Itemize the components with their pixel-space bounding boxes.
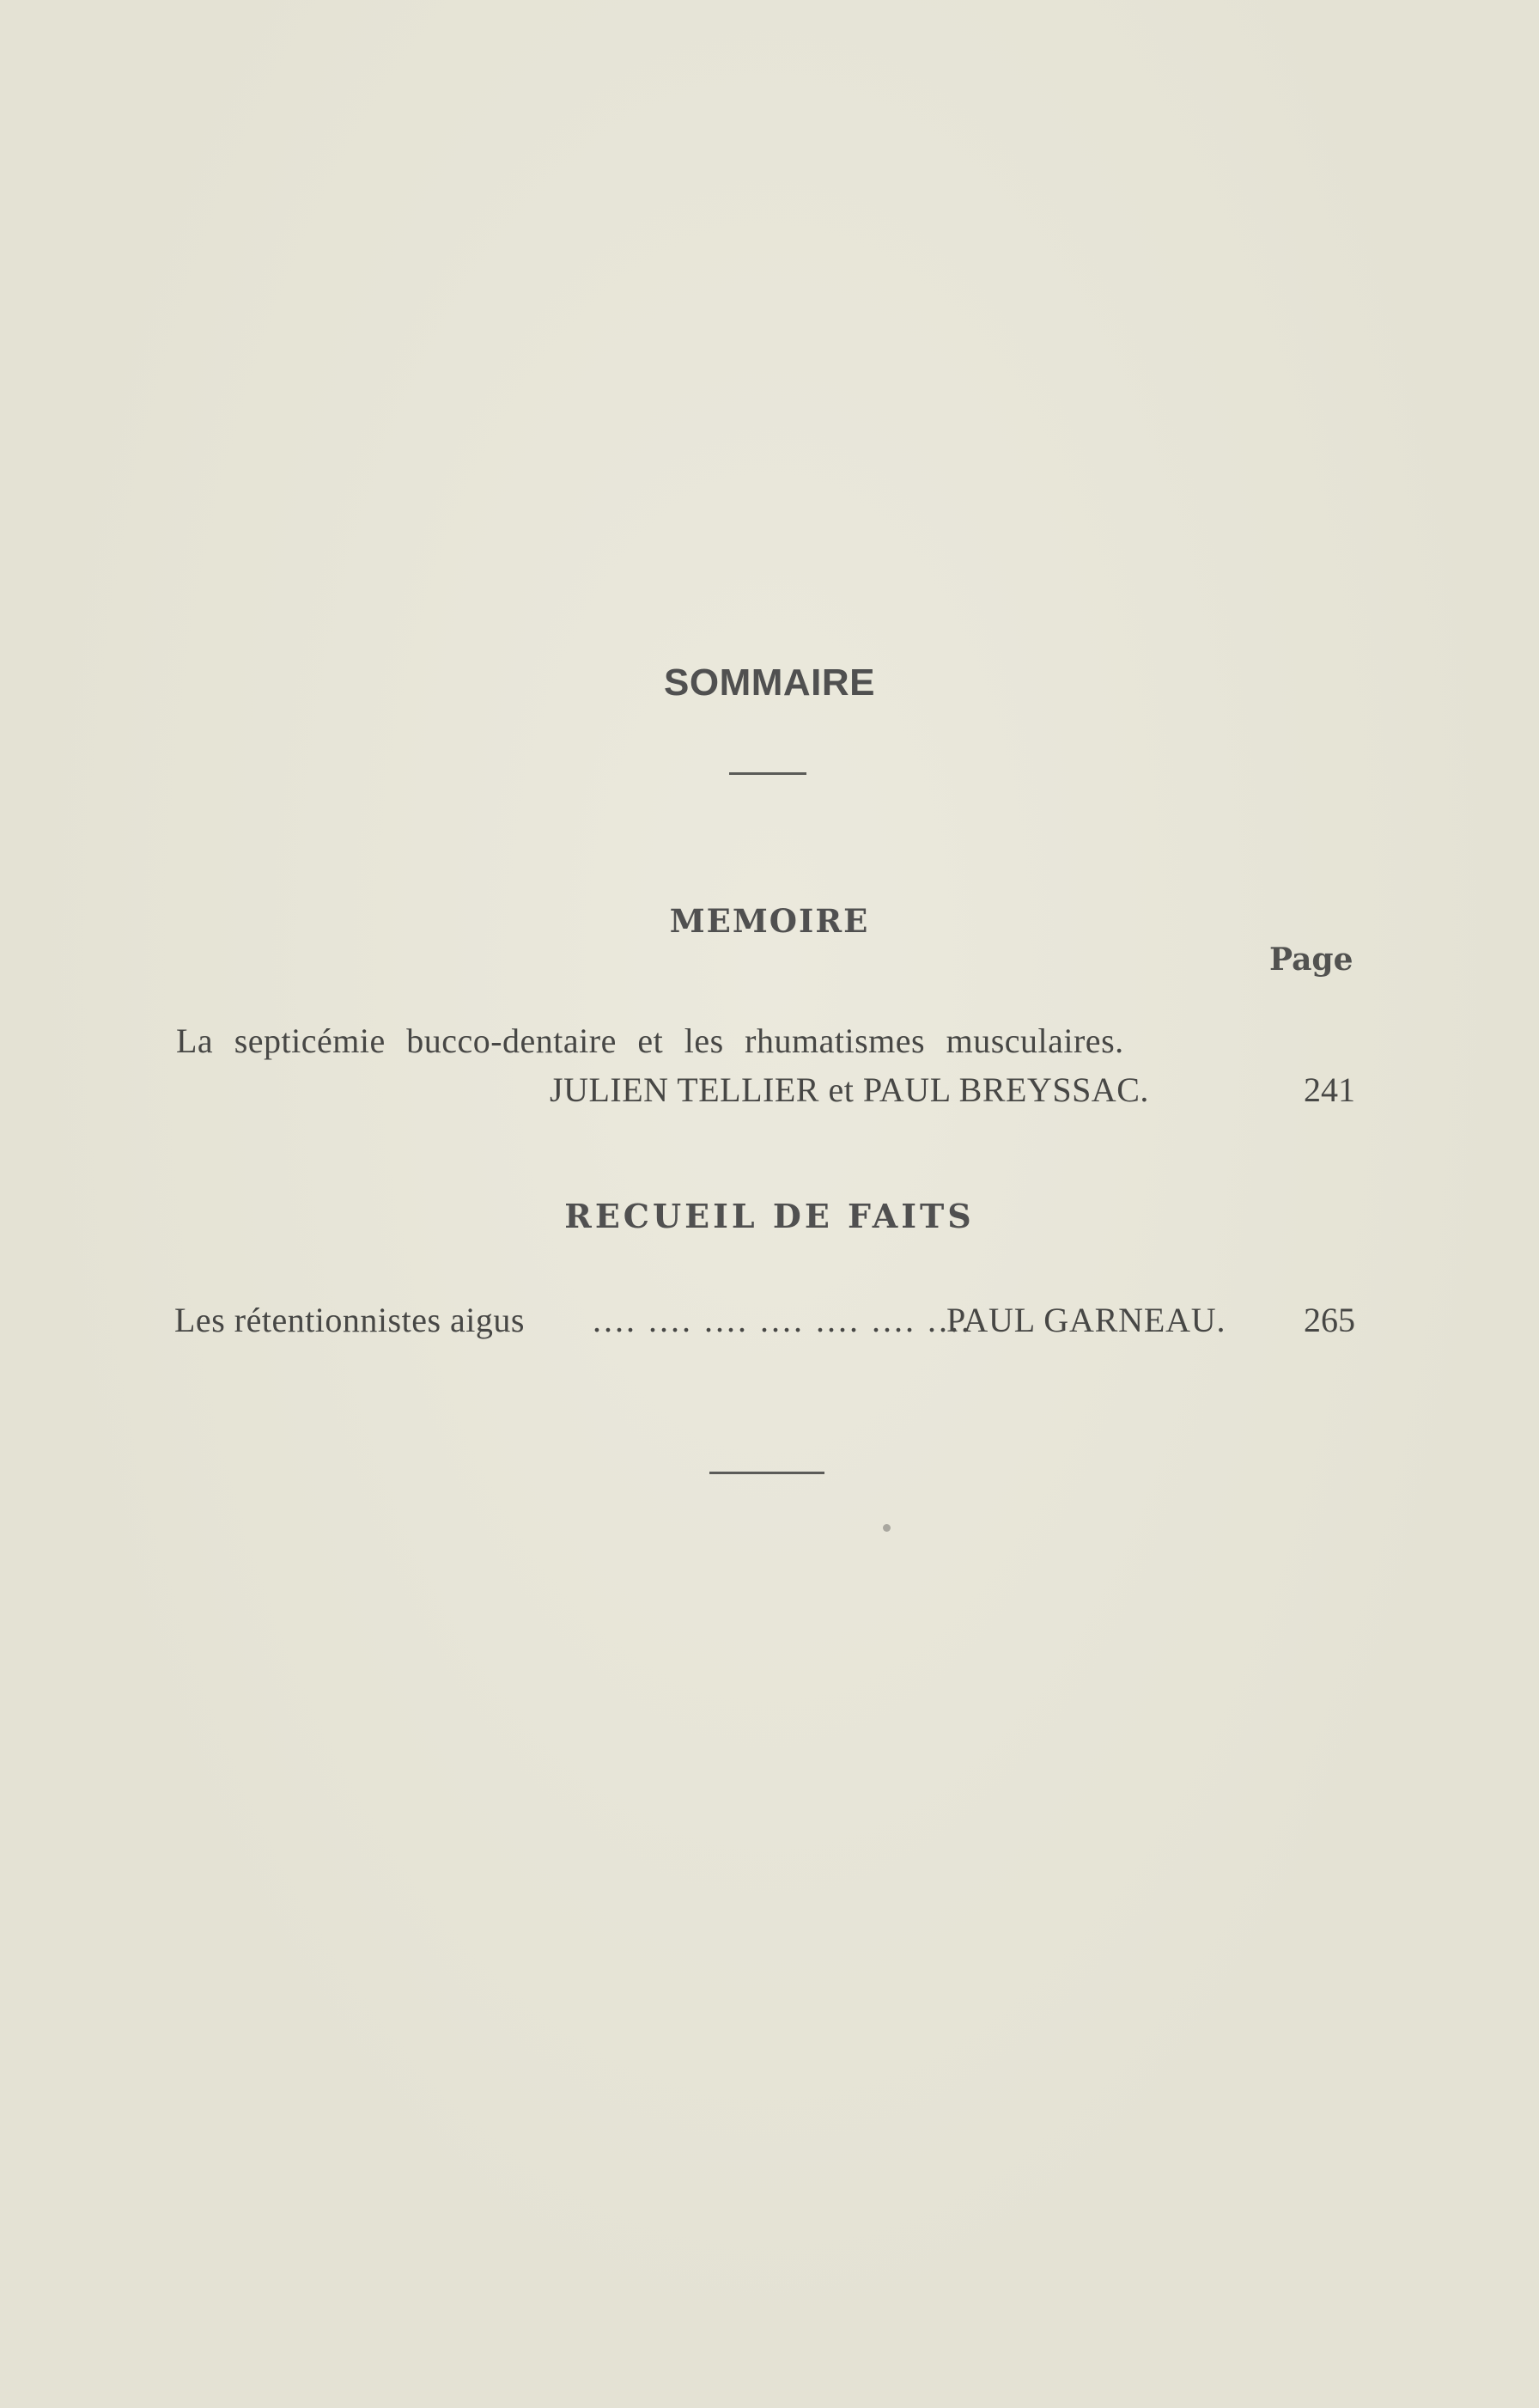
entry-title: La septicémie bucco-dentaire et les rhumatismes musculaires.	[176, 1021, 1124, 1060]
page-title: SOMMAIRE	[664, 661, 875, 704]
entry-title: Les rétentionnistes aigus	[174, 1301, 525, 1339]
paper-speck	[883, 1524, 891, 1532]
entry-page-number: 265	[1304, 1301, 1355, 1339]
bleed-through-texture	[215, 430, 1331, 548]
entry-authors: JULIEN TELLIER et PAUL BREYSSAC.	[550, 1070, 1149, 1109]
closing-divider	[709, 1472, 824, 1474]
dot-leader: .... .... .... .... .... .... ....	[593, 1301, 972, 1339]
entry-page-number: 241	[1304, 1070, 1355, 1109]
section-heading-recueil: RECUEIL DE FAITS	[564, 1197, 975, 1235]
section-heading-memoire: MEMOIRE	[669, 902, 870, 940]
page-column-label: Page	[1269, 942, 1353, 978]
entry-authors: PAUL GARNEAU.	[946, 1301, 1226, 1339]
title-divider	[729, 772, 806, 775]
